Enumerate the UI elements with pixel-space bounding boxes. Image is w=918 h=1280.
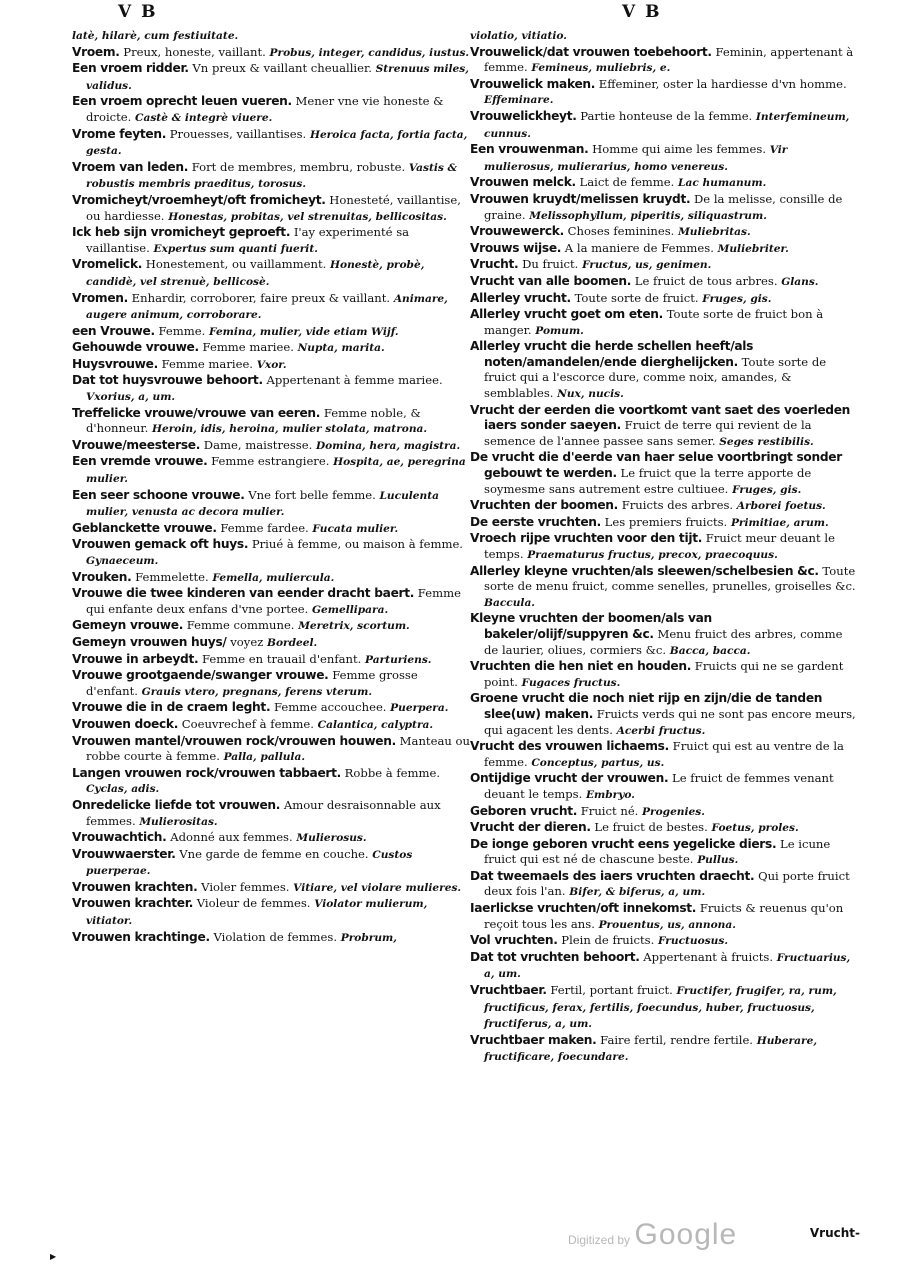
entry-latin-gloss: Palla, pallula. (223, 751, 306, 764)
entry-latin-gloss: Nupta, marita. (297, 342, 385, 355)
entry-latin-gloss: Acerbi fructus. (616, 724, 706, 737)
entry-headword: Dat tot huysvrouwe behoort. (72, 373, 263, 388)
entry-french-gloss: Priué à femme, ou maison à femme. (248, 537, 463, 552)
entry-headword: Vrucht van alle boomen. (470, 273, 632, 288)
entry-french-gloss: voyez (226, 634, 267, 649)
entry-french-gloss: Vn preux & vaillant cheuallier. (188, 61, 376, 76)
dictionary-entry (470, 531, 856, 563)
entry-headword: Ontijdige vrucht der vrouwen. (470, 771, 669, 786)
entry-french-gloss: Femme noble, & d'honneur. (86, 405, 421, 436)
dictionary-entry (470, 933, 856, 950)
entry-latin-gloss: Animare, augere animum, corroborare. (86, 292, 448, 322)
entry-french-gloss: Toute sorte de menu fruict, comme senelles, prunelles, groiselles &c. (484, 563, 856, 594)
entry-latin-gloss: violatio, vitiatio. (470, 30, 567, 42)
entry-headword: Vrouwachtich. (72, 830, 167, 845)
entry-headword: Vromelick. (72, 257, 143, 272)
entry-headword: Een vroem ridder. (72, 61, 189, 76)
entry-latin-gloss: Effeminare. (484, 94, 554, 107)
entry-latin-gloss: Huberare, fructificare, foecundare. (484, 1034, 818, 1064)
entry-latin-gloss: Baccula. (484, 596, 535, 609)
entry-french-gloss: Enhardir, corroborer, faire preux & vaillant. (128, 290, 394, 305)
dictionary-entry (470, 241, 856, 258)
entry-headword: Vrouwen kruydt/melissen kruydt. (470, 191, 691, 206)
entry-french-gloss: Femme fardee. (216, 520, 313, 535)
entry-headword: Geblanckette vrouwe. (72, 520, 217, 535)
dictionary-entry (72, 193, 472, 225)
entry-latin-gloss: Femina, mulier, vide etiam Wijf. (209, 325, 399, 338)
dictionary-entry (470, 77, 856, 109)
dictionary-entry (470, 771, 856, 803)
dictionary-entry (72, 635, 472, 652)
dictionary-entry (72, 406, 472, 438)
entry-latin-gloss: Heroica facta, fortia facta, gesta. (86, 128, 468, 158)
entry-french-gloss: Les premiers fruicts. (601, 514, 731, 529)
entry-latin-gloss: Fugaces fructus. (521, 676, 621, 689)
entry-french-gloss: Menu fruict des arbres, comme de laurier, oliues, cormiers &c. (484, 626, 843, 657)
entry-french-gloss: Du fruict. (518, 257, 583, 272)
entry-french-gloss: Fruict né. (577, 803, 643, 818)
entry-french-gloss: Qui porte fruict deux fois l'an. (484, 868, 850, 899)
entry-headword: Vrouwwaerster. (72, 846, 176, 861)
entry-french-gloss: Plein de fruicts. (557, 933, 658, 948)
entry-latin-gloss: Melissophyllum, piperitis, siliquastrum. (529, 209, 767, 222)
entry-french-gloss: Femme estrangiere. (207, 454, 334, 469)
entry-latin-gloss: Probus, integer, candidus, iustus. (269, 46, 470, 59)
dictionary-entry (470, 257, 856, 274)
dictionary-entry (470, 28, 856, 45)
dictionary-entry (72, 652, 472, 669)
entry-french-gloss: Fort de membres, membru, robuste. (188, 159, 409, 174)
entry-french-gloss: De la melisse, consille de graine. (484, 191, 843, 222)
entry-french-gloss: Fruict meur deuant le temps. (484, 531, 835, 561)
dictionary-entry (72, 734, 472, 766)
entry-french-gloss: Fruicts & reuenus qu'on reçoit tous les ans. (484, 901, 844, 931)
entry-french-gloss: Fruicts verds qui ne sont pas encore meurs, qui agacent les dents. (484, 706, 856, 737)
left-column (72, 28, 472, 1238)
entry-latin-gloss: Bordeel. (266, 636, 318, 649)
dictionary-entry (72, 618, 472, 635)
dictionary-entry (470, 901, 856, 933)
entry-latin-gloss: Fructuarius, a, um. (484, 951, 851, 981)
entry-headword: Gemeyn vrouwen huys/ (72, 634, 227, 649)
entry-headword: Vroem. (72, 44, 120, 59)
dictionary-entry (470, 339, 856, 402)
entry-latin-gloss: Cyclas, adis. (86, 783, 160, 796)
entry-latin-gloss: Vxor. (256, 358, 287, 371)
dictionary-entry (470, 142, 856, 175)
entry-headword: Vrome feyten. (72, 126, 167, 141)
entry-french-gloss: Coeuvrechef à femme. (178, 716, 318, 731)
entry-french-gloss: Fruict de terre qui revient de la semence de l'annee passee sans semer. (484, 418, 812, 448)
entry-latin-gloss: Femineus, muliebris, e. (531, 62, 671, 75)
entry-headword: Vrouwelick/dat vrouwen toebehoort. (470, 44, 712, 59)
entry-latin-gloss: Fucata mulier. (312, 522, 399, 535)
dictionary-entry (72, 357, 472, 374)
dictionary-entry (72, 340, 472, 357)
running-head-right: V B (622, 2, 662, 22)
entry-latin-gloss: Honestè, probè, candidè, vel strenuè, bellicosè. (86, 259, 425, 288)
entry-latin-gloss: Vxorius, a, um. (86, 391, 176, 404)
entry-french-gloss: Femme mariee. (198, 340, 298, 355)
entry-french-gloss: Violeur de femmes. (193, 896, 315, 911)
dictionary-entry (72, 830, 472, 847)
entry-headword: Vrouwewerck. (470, 224, 564, 239)
entry-headword: Gemeyn vrouwe. (72, 618, 184, 633)
dictionary-entry (470, 291, 856, 308)
entry-french-gloss: Fruict qui est au ventre de la femme. (484, 739, 844, 769)
entry-latin-gloss: Gynaeceum. (86, 555, 159, 567)
entry-headword: Een seer schoone vrouwe. (72, 487, 245, 502)
entry-headword: Allerley vrucht goet om eten. (470, 307, 664, 322)
entry-headword: Allerley kleyne vruchten/als sleewen/schelbesien &c. (470, 563, 819, 578)
entry-latin-gloss: Castè & integrè viuere. (135, 111, 273, 124)
entry-headword: Vrouwelick maken. (470, 76, 596, 91)
entry-french-gloss: Toute sorte de fruict qui a l'escorce dure, comme noix, amandes, & semblables. (484, 354, 827, 401)
entry-headword: Groene vrucht die noch niet rijp en zijn/die de tanden slee(uw) maken. (470, 691, 823, 721)
entry-french-gloss: Femme qui enfante deux enfans d'vne portee. (86, 586, 461, 616)
entry-latin-gloss: Custos puerperae. (86, 848, 413, 878)
dictionary-entry (470, 739, 856, 771)
entry-french-gloss: Femme mariee. (157, 356, 257, 371)
entry-french-gloss: Fruicts des arbres. (618, 498, 737, 513)
dictionary-entry (72, 45, 472, 62)
entry-french-gloss: Vne fort belle femme. (244, 487, 380, 502)
entry-headword: Vruchtbaer maken. (470, 1032, 597, 1047)
dictionary-entry (72, 700, 472, 717)
dictionary-entry (470, 804, 856, 821)
entry-latin-gloss: Lac humanum. (678, 177, 767, 190)
entry-headword: Vrouwen mantel/vrouwen rock/vrouwen houwen. (72, 733, 396, 748)
entry-latin-gloss: Calantica, calyptra. (317, 718, 434, 731)
dictionary-entry (72, 373, 472, 405)
entry-latin-gloss: Progenies. (642, 805, 705, 818)
entry-french-gloss: Toute sorte de fruict bon à manger. (484, 307, 824, 337)
entry-latin-gloss: Bacca, bacca. (669, 644, 751, 657)
entry-headword: Vromen. (72, 290, 128, 305)
entry-headword: Vrouws wijse. (470, 240, 562, 255)
dictionary-entry (470, 192, 856, 224)
dictionary-entry (72, 586, 472, 618)
entry-latin-gloss: Pullus. (697, 854, 739, 867)
entry-french-gloss: Femme en trauail d'enfant. (198, 651, 366, 666)
entry-headword: Vrouwen melck. (470, 175, 576, 190)
entry-headword: De eerste vruchten. (470, 514, 601, 529)
entry-latin-gloss: Nux, nucis. (557, 388, 624, 401)
entry-latin-gloss: Arborei foetus. (736, 500, 826, 513)
entry-french-gloss: Amour desraisonnable aux femmes. (86, 797, 441, 828)
scan-speck-mark: ▶ (50, 1252, 57, 1261)
entry-french-gloss: Choses feminines. (563, 224, 679, 239)
entry-headword: Vroech rijpe vruchten voor den tijt. (470, 531, 703, 546)
right-column (470, 28, 856, 1238)
entry-latin-gloss: Seges restibilis. (719, 435, 814, 448)
entry-latin-gloss: Domina, hera, magistra. (316, 439, 461, 452)
dictionary-entry (470, 611, 856, 659)
dictionary-entry (470, 274, 856, 291)
entry-headword: Vrucht des vrouwen lichaems. (470, 739, 669, 754)
entry-french-gloss: Homme qui aime les femmes. (588, 142, 770, 157)
entry-latin-gloss: Vastis & robustis membris praeditus, torosus. (86, 161, 458, 191)
entry-headword: Vrouwe die twee kinderen van eender dracht baert. (72, 586, 415, 601)
entry-french-gloss: Effeminer, oster la hardiesse d'vn homme. (595, 76, 847, 91)
dictionary-entry (72, 896, 472, 929)
entry-french-gloss: Mener vne vie honeste & droicte. (86, 94, 444, 124)
dictionary-entry (72, 668, 472, 700)
dictionary-entry (72, 160, 472, 193)
entry-french-gloss: Prouesses, vaillantises. (166, 126, 310, 141)
entry-headword: Vrouwen krachten. (72, 879, 198, 894)
dictionary-entry (72, 438, 472, 455)
entry-french-gloss: Fertil, portant fruict. (546, 983, 677, 998)
entry-french-gloss: Feminin, appertenant à femme. (484, 44, 854, 75)
entry-headword: Vrouken. (72, 569, 132, 584)
entry-latin-gloss: Prouentus, us, annona. (598, 918, 736, 931)
entry-headword: Vrouwe/meesterse. (72, 437, 201, 452)
dictionary-entry (470, 45, 856, 77)
entry-french-gloss: Faire fertil, rendre fertile. (596, 1032, 757, 1047)
dictionary-entry (72, 61, 472, 94)
entry-latin-gloss: Luculenta mulier, venusta ac decora mulier. (86, 489, 439, 519)
entry-headword: Vrouwen gemack oft huys. (72, 537, 249, 552)
entry-latin-gloss: Primitiae, arum. (730, 516, 829, 529)
entry-headword: Vrouwe die in de craem leght. (72, 700, 271, 715)
entry-headword: Treffelicke vrouwe/vrouwe van eeren. (72, 405, 321, 420)
entry-french-gloss: Violation de femmes. (209, 929, 341, 944)
entry-french-gloss: Femme grosse d'enfant. (86, 668, 418, 698)
entry-headword: Dat tweemaels des iaers vruchten draecht. (470, 868, 755, 883)
entry-headword: Allerley vrucht. (470, 290, 571, 305)
dictionary-entry (72, 28, 472, 45)
entry-french-gloss: Toute sorte de fruict. (570, 290, 703, 305)
entry-latin-gloss: Foetus, proles. (711, 822, 799, 835)
entry-headword: Een vroem oprecht leuen vueren. (72, 94, 292, 109)
entry-french-gloss: Femme accouchee. (270, 700, 391, 715)
entry-latin-gloss: Bifer, & biferus, a, um. (569, 886, 706, 899)
catchword: Vrucht- (809, 1226, 860, 1240)
entry-latin-gloss: Embryo. (585, 788, 635, 801)
entry-latin-gloss: Vitiare, vel violare mulieres. (293, 881, 462, 894)
entry-headword: Gehouwde vrouwe. (72, 340, 199, 355)
dictionary-entry (72, 880, 472, 897)
dictionary-entry (72, 847, 472, 880)
entry-french-gloss: Fruicts qui ne se gardent point. (484, 659, 844, 689)
entry-french-gloss: Le fruict de bestes. (590, 820, 712, 835)
dictionary-entry (470, 659, 856, 691)
entry-headword: Vrucht der dieren. (470, 820, 591, 835)
dictionary-entry (72, 570, 472, 587)
entry-headword: Vruchten die hen niet en houden. (470, 659, 692, 674)
dictionary-entry (470, 564, 856, 612)
entry-headword: Vrouwen doeck. (72, 716, 179, 731)
entry-headword: Vrouwe in arbeydt. (72, 651, 199, 666)
entry-latin-gloss: Fructifer, frugifer, ra, rum, fructificus, ferax, fertilis, foecundus, huber, fructuosus, fructiferus, a, um. (484, 985, 837, 1031)
entry-headword: Dat tot vruchten behoort. (470, 949, 640, 964)
dictionary-entry (72, 766, 472, 798)
entry-french-gloss: Appertenant à fruicts. (639, 949, 777, 964)
entry-headword: Kleyne vruchten der boomen/als van bakeler/olijf/suppyren &c. (470, 611, 712, 641)
watermark-small-text: Digitized by (568, 1233, 631, 1247)
entry-latin-gloss: Vir mulierosus, mulierarius, homo venereus. (484, 144, 788, 173)
entry-french-gloss: Vne garde de femme en couche. (175, 846, 373, 861)
entry-headword: De vrucht die d'eerde van haer selue voortbringt sonder gebouwt te werden. (470, 450, 842, 481)
entry-latin-gloss: Mulierosus. (296, 832, 367, 845)
entry-latin-gloss: Fructuosus. (657, 935, 729, 948)
entry-french-gloss: Honestement, ou vaillamment. (142, 257, 331, 272)
dictionary-entry (72, 454, 472, 487)
entry-french-gloss: Violer femmes. (197, 879, 294, 894)
entry-french-gloss: A la maniere de Femmes. (561, 240, 718, 255)
entry-latin-gloss: Muliebritas. (678, 226, 751, 239)
entry-headword: Een vremde vrouwe. (72, 454, 208, 469)
entry-latin-gloss: Grauis vtero, pregnans, ferens vterum. (141, 685, 373, 698)
dictionary-entry (72, 521, 472, 538)
entry-latin-gloss: Honestas, probitas, vel strenuitas, bellicositas. (168, 210, 447, 223)
dictionary-entry (72, 291, 472, 324)
dictionary-entry (470, 515, 856, 532)
entry-latin-gloss: Mulierositas. (139, 815, 218, 828)
entry-latin-gloss: Conceptus, partus, us. (531, 756, 665, 769)
google-watermark (568, 1218, 737, 1252)
entry-french-gloss: Manteau ou robbe courte à femme. (86, 733, 470, 764)
entry-french-gloss: Le fruict que la terre apporte de soymesme sans autrement estre cultiuee. (484, 466, 812, 496)
entry-latin-gloss: Puerpera. (390, 702, 449, 715)
entry-french-gloss: Robbe à femme. (341, 765, 441, 780)
entry-headword: Langen vrouwen rock/vrouwen tabbaert. (72, 765, 341, 780)
entry-headword: Vrouwelickheyt. (470, 108, 577, 123)
entry-headword: Vruchten der boomen. (470, 498, 619, 513)
dictionary-entry (72, 537, 472, 569)
dictionary-entry (470, 1033, 856, 1066)
entry-french-gloss: Femmelette. (131, 569, 213, 584)
dictionary-entry (470, 450, 856, 498)
entry-french-gloss: Preux, honeste, vaillant. (119, 44, 270, 59)
entry-headword: Huysvrouwe. (72, 356, 158, 371)
dictionary-entry (72, 488, 472, 521)
entry-french-gloss: Femme commune. (183, 618, 299, 633)
entry-latin-gloss: Gemellipara. (311, 603, 389, 616)
entry-headword: Vrouwe grootgaende/swanger vrouwe. (72, 668, 329, 683)
entry-headword: Vol vruchten. (470, 933, 558, 948)
entry-latin-gloss: Violator mulierum, vitiator. (86, 898, 428, 928)
entry-latin-gloss: Femella, muliercula. (212, 571, 335, 584)
entry-headword: Vrucht. (470, 257, 519, 272)
dictionary-entry (72, 257, 472, 290)
entry-latin-gloss: Strenuus miles, validus. (86, 63, 469, 92)
entry-french-gloss: Le icune fruict qui est né de chascune beste. (484, 836, 831, 867)
dictionary-entry (72, 324, 472, 341)
dictionary-entry (470, 498, 856, 515)
dictionary-entry (72, 225, 472, 257)
entry-headword: Vrucht der eerden die voortkomt vant saet des voerleden iaers sonder saeyen. (470, 402, 851, 433)
entry-headword: Vrouwen krachtinge. (72, 929, 210, 944)
entry-french-gloss: Femme. (154, 323, 209, 338)
dictionary-entry (470, 224, 856, 241)
dictionary-entry (72, 798, 472, 830)
running-head-left: V B (118, 2, 158, 22)
entry-french-gloss: Partie honteuse de la femme. (576, 108, 756, 123)
entry-latin-gloss: Expertus sum quanti fuerit. (153, 242, 318, 255)
entry-french-gloss: Adonné aux femmes. (166, 830, 297, 845)
entry-latin-gloss: latè, hilarè, cum festiuitate. (72, 30, 239, 42)
entry-headword: Vromicheyt/vroemheyt/oft fromicheyt. (72, 192, 326, 207)
entry-latin-gloss: Meretrix, scortum. (298, 620, 410, 633)
entry-french-gloss: I'ay experimenté sa vaillantise. (86, 225, 410, 255)
entry-french-gloss: Appertenant à femme mariee. (262, 373, 443, 388)
entry-headword: Vrouwen krachter. (72, 896, 194, 911)
entry-latin-gloss: Praematurus fructus, precox, praecoquus. (527, 549, 778, 561)
dictionary-entry (72, 717, 472, 734)
entry-headword: Geboren vrucht. (470, 803, 578, 818)
entry-latin-gloss: Probrum, (340, 931, 397, 944)
dictionary-entry (470, 869, 856, 901)
dictionary-entry (470, 403, 856, 451)
entry-headword: De ionge geboren vrucht eens yegelicke diers. (470, 836, 777, 851)
dictionary-entry (470, 691, 856, 739)
entry-french-gloss: Le fruict de femmes venant deuant le temps. (484, 771, 834, 801)
entry-headword: Onredelicke liefde tot vrouwen. (72, 797, 281, 812)
entry-french-gloss: Dame, maistresse. (200, 437, 316, 452)
dictionary-entry (470, 307, 856, 339)
dictionary-entry (470, 837, 856, 869)
dictionary-entry (470, 175, 856, 192)
entry-french-gloss: Laict de femme. (575, 175, 679, 190)
entry-french-gloss: Le fruict de tous arbres. (631, 273, 782, 288)
entry-latin-gloss: Heroin, idis, heroina, mulier stolata, matrona. (151, 423, 428, 436)
dictionary-entry (72, 930, 472, 947)
entry-headword: Vruchtbaer. (470, 983, 547, 998)
entry-headword: Iaerlickse vruchten/oft innekomst. (470, 901, 697, 916)
entry-latin-gloss: Fruges, gis. (732, 483, 802, 496)
entry-latin-gloss: Fruges, gis. (702, 292, 772, 305)
entry-headword: een Vrouwe. (72, 323, 155, 338)
entry-headword: Vroem van leden. (72, 159, 189, 174)
entry-latin-gloss: Parturiens. (365, 653, 432, 666)
entry-headword: Ick heb sijn vromicheyt geproeft. (72, 225, 291, 240)
dictionary-entry (470, 820, 856, 837)
entry-latin-gloss: Muliebriter. (717, 242, 789, 255)
entry-latin-gloss: Hospita, ae, peregrina mulier. (86, 456, 466, 486)
dictionary-entry (470, 109, 856, 142)
entry-latin-gloss: Pomum. (535, 324, 584, 337)
dictionary-entry (470, 983, 856, 1033)
dictionary-entry (470, 950, 856, 983)
entry-headword: Een vrouwenman. (470, 142, 589, 157)
watermark-logo-text: Google (634, 1218, 738, 1251)
entry-french-gloss: Honesteté, vaillantise, ou hardiesse. (86, 192, 461, 223)
entry-headword: Allerley vrucht die herde schellen heeft/als noten/amandelen/ende dierghelijcken. (470, 339, 754, 369)
entry-latin-gloss: Interfemineum, cunnus. (484, 110, 850, 140)
entry-latin-gloss: Glans. (781, 275, 819, 288)
entry-latin-gloss: Fructus, us, genimen. (582, 259, 712, 272)
dictionary-entry (72, 94, 472, 126)
dictionary-entry (72, 127, 472, 160)
